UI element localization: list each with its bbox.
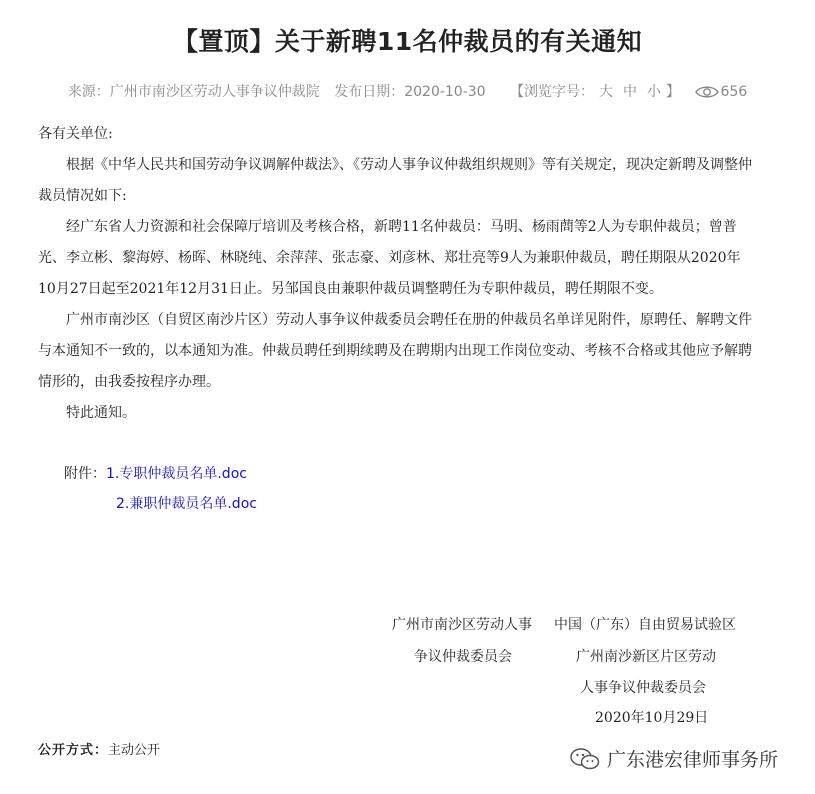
article-meta [0, 81, 815, 104]
signature-date: 2020年10月29日 [595, 710, 709, 726]
eye-icon [695, 84, 719, 104]
signature-right-line-1: 中国（广东）自由贸易试验区 [554, 617, 736, 633]
page-title: 【置顶】关于新聘11名仲裁员的有关通知 [172, 27, 643, 56]
publicity-label: 公开方式： [38, 743, 109, 758]
font-size-large-button[interactable]: 大 [599, 84, 614, 100]
attachment-link-1[interactable]: 1.专职仲裁员名单.doc [106, 466, 247, 482]
font-size-small-button[interactable]: 小 [647, 84, 662, 100]
paragraph-1: 根据《中华人民共和国劳动争议调解仲裁法》、《劳动人事争议仲裁组织规则》等有关规定，现决定新聘及调整仲裁员情况如下: [38, 157, 752, 204]
attachments-label: 附件： [64, 466, 106, 482]
publicity-method [38, 739, 160, 758]
wechat-icon [569, 747, 601, 771]
font-size-medium-button[interactable]: 中 [623, 84, 638, 100]
attachment-link-2[interactable]: 2.兼职仲裁员名单.doc [116, 496, 257, 512]
view-count: 656 [720, 84, 748, 100]
date-label: 发布日期： [334, 84, 405, 100]
font-size-label: 【浏览字号： [510, 84, 595, 100]
paragraph-4: 特此通知。 [66, 405, 136, 421]
salutation: 各有关单位: [38, 126, 113, 142]
signature-left-line-2: 争议仲裁委员会 [414, 649, 512, 665]
watermark-text: 广东港宏律师事务所 [607, 749, 779, 771]
signature-right-line-3: 人事争议仲裁委员会 [580, 680, 706, 696]
paragraph-3: 广州市南沙区（自贸区南沙片区）劳动人事争议仲裁委员会聘任在册的仲裁员名单详见附件，原聘任、解聘文件与本通知不一致的，以本通知为准。仲裁员聘任到期续聘及在聘期内出现工作岗位变动、考核不合格或其他应予解聘情形的，由我委按程序办理。 [38, 312, 752, 390]
publicity-value: 主动公开 [108, 743, 161, 758]
watermark [569, 745, 778, 772]
font-size-close: 】 [666, 84, 681, 100]
source-label: 来源： [67, 84, 110, 100]
signature-right-line-2: 广州南沙新区片区劳动 [576, 649, 716, 665]
signature-left-line-1: 广州市南沙区劳动人事 [392, 617, 532, 633]
source-value: 广州市南沙区劳动人事争议仲裁院 [109, 84, 320, 100]
date-value: 2020-10-30 [404, 84, 486, 100]
paragraph-2: 经广东省人力资源和社会保障厅培训及考核合格，新聘11名仲裁员：马明、杨雨蔄等2人为专职仲裁员；曾普光、李立彬、黎海婷、杨晖、林晓纯、余萍萍、张志豪、刘彦林、郑壮亮等9人为兼职仲裁员，聘任期限从2020年10月27日起至2021年12月31日止。另邹国良由兼职仲裁员调整聘任为专职仲裁员，聘任期限不变。 [38, 219, 741, 297]
